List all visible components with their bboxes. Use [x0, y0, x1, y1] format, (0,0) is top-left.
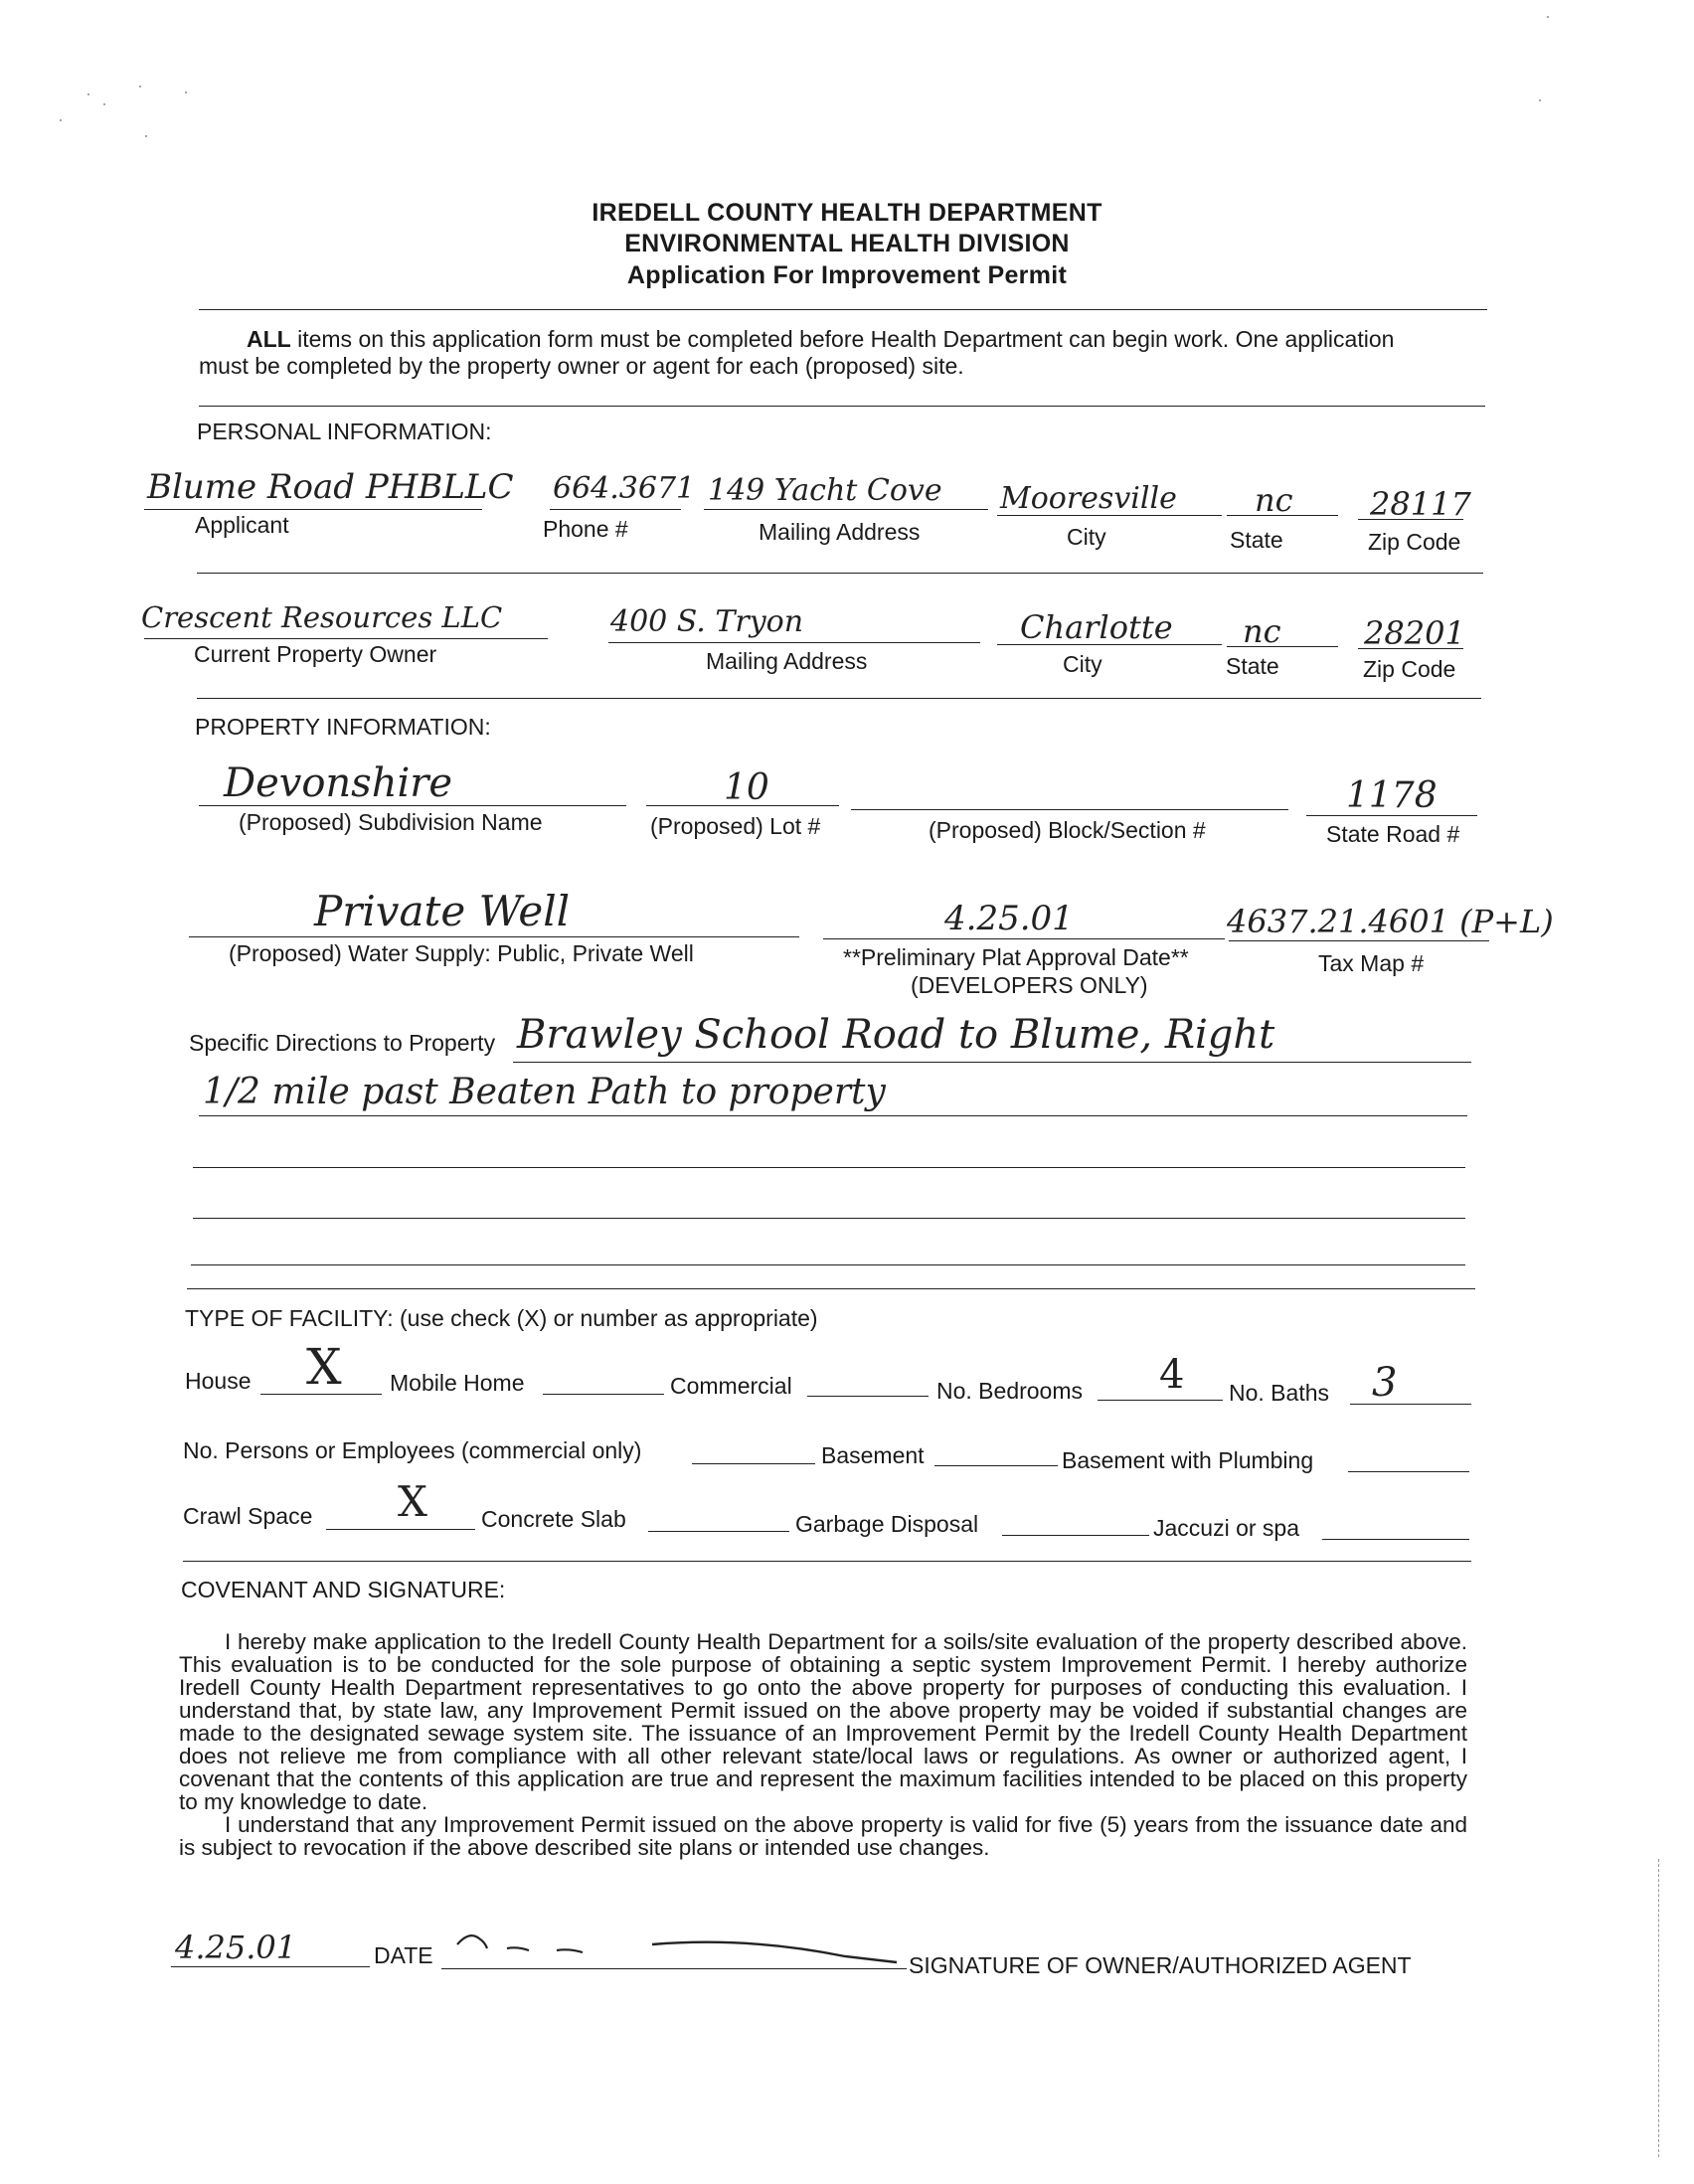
state-label: State	[1230, 527, 1283, 553]
mobile-underline	[543, 1394, 664, 1395]
crawl-mark: X	[398, 1477, 427, 1526]
subdivision-value: Devonshire	[224, 760, 453, 806]
applicant-city: Mooresville	[1000, 481, 1177, 516]
facility-rule	[183, 1561, 1471, 1562]
applicant-underline	[144, 509, 482, 510]
scan-speck	[1539, 99, 1541, 101]
jaccuzi-underline	[1322, 1539, 1469, 1540]
owner-label: Current Property Owner	[194, 641, 437, 667]
intro-bold: ALL	[247, 326, 291, 352]
directions-rule	[187, 1288, 1475, 1289]
signature-label: SIGNATURE OF OWNER/AUTHORIZED AGENT	[909, 1952, 1412, 1978]
owner-state-label: State	[1226, 653, 1279, 679]
signed-date-underline	[171, 1966, 370, 1967]
baths-value: 3	[1372, 1360, 1398, 1406]
basement-plumbing-underline	[1348, 1471, 1469, 1472]
signature-scribble	[447, 1923, 905, 1972]
mailing-underline	[704, 509, 988, 510]
crawl-underline	[326, 1529, 475, 1530]
scan-speck	[1547, 16, 1549, 18]
applicant-address: 149 Yacht Cove	[708, 473, 942, 508]
property-info-heading: PROPERTY INFORMATION:	[195, 714, 491, 740]
scan-speck	[139, 85, 141, 87]
date-label: DATE	[374, 1942, 433, 1968]
directions-underline-4	[193, 1218, 1465, 1219]
road-label: State Road #	[1326, 821, 1460, 847]
block-underline	[851, 809, 1288, 810]
bedrooms-label: No. Bedrooms	[936, 1378, 1084, 1404]
owner-state: nc	[1243, 612, 1281, 650]
water-value: Private Well	[314, 887, 571, 935]
scan-speck	[145, 135, 147, 137]
basement-plumbing-label: Basement with Plumbing	[1062, 1447, 1314, 1473]
intro-rule	[199, 406, 1485, 407]
lot-value: 10	[724, 767, 769, 808]
mailing-label: Mailing Address	[759, 519, 921, 545]
covenant-paragraph-1: I hereby make application to the Iredell County Health Department for a soils/site evaluation of the property described above. This evaluation is to be conducted for the sole purpose of obtaining a septic system Improvement Permit. I hereby authorize Iredell County Health Department representatives to go onto the above property for purposes of conducting this evaluation. I understand that, by state law, any Improvement Permit issued on the above property may be voided if substantial changes are made to the designated sewage system site. The issuance of an Improvement Permit by the Iredell County Health Department does not relieve me from compliance with all other relevant state/local laws or regulations. As owner or authorized agent, I covenant that the contents of this application are true and represent the maximum facilities intended to be placed on this property to my knowledge to date.	[179, 1629, 1467, 1814]
house-label: House	[185, 1368, 252, 1394]
scan-edge-line	[1658, 1859, 1659, 2157]
basement-label: Basement	[821, 1442, 925, 1468]
applicant-rule	[197, 573, 1483, 574]
plat-label: **Preliminary Plat Approval Date**	[843, 944, 1189, 970]
jaccuzi-label: Jaccuzi or spa	[1153, 1515, 1300, 1541]
applicant-name: Blume Road PHBLLC	[147, 467, 514, 507]
phone-label: Phone #	[543, 516, 628, 542]
directions-underline-3	[193, 1167, 1465, 1168]
scan-speck	[87, 93, 89, 95]
owner-mailing-label: Mailing Address	[706, 648, 868, 674]
directions-line-2: 1/2 mile past Beaten Path to property	[203, 1072, 886, 1112]
scan-speck	[185, 91, 187, 93]
subdivision-label: (Proposed) Subdivision Name	[239, 809, 543, 835]
applicant-zip: 28117	[1370, 485, 1471, 523]
bedrooms-underline	[1098, 1400, 1223, 1401]
owner-address: 400 S. Tryon	[610, 604, 804, 639]
division-title: ENVIRONMENTAL HEALTH DIVISION	[624, 230, 1070, 257]
intro-text: items on this application form must be completed before Health Department can begin work. One application	[290, 326, 1395, 352]
directions-line-1: Brawley School Road to Blume, Right	[517, 1012, 1275, 1058]
water-underline	[189, 936, 799, 937]
form-title: Application For Improvement Permit	[626, 261, 1068, 289]
plat-underline	[823, 938, 1225, 939]
taxmap-value: 4637.21.4601 (P+L)	[1227, 903, 1554, 940]
dept-title: IREDELL COUNTY HEALTH DEPARTMENT	[592, 199, 1102, 227]
directions-underline-1	[513, 1062, 1471, 1063]
intro-line-1	[247, 326, 1394, 353]
directions-label: Specific Directions to Property	[189, 1030, 496, 1056]
persons-label: No. Persons or Employees (commercial only)	[183, 1437, 642, 1463]
persons-underline	[692, 1463, 815, 1464]
scan-speck	[60, 119, 62, 121]
owner-name: Crescent Resources LLC	[141, 600, 503, 634]
personal-info-heading: PERSONAL INFORMATION:	[197, 419, 492, 444]
directions-underline-5	[191, 1264, 1465, 1265]
zip-label: Zip Code	[1368, 529, 1461, 555]
applicant-phone: 664.3671	[553, 471, 696, 506]
garbage-label: Garbage Disposal	[795, 1511, 979, 1537]
applicant-label: Applicant	[195, 512, 289, 538]
block-label: (Proposed) Block/Section #	[929, 817, 1206, 843]
taxmap-label: Tax Map #	[1318, 950, 1425, 976]
mobile-label: Mobile Home	[390, 1370, 525, 1396]
header-rule	[199, 309, 1487, 310]
lot-label: (Proposed) Lot #	[650, 813, 821, 839]
directions-underline-2	[199, 1115, 1467, 1116]
slab-label: Concrete Slab	[481, 1506, 626, 1532]
covenant-heading: COVENANT AND SIGNATURE:	[181, 1577, 506, 1602]
city-label: City	[1067, 524, 1106, 550]
owner-mailing-underline	[608, 642, 980, 643]
taxmap-underline	[1229, 940, 1489, 941]
plat-date-value: 4.25.01	[944, 899, 1074, 938]
slab-underline	[648, 1531, 789, 1532]
water-label: (Proposed) Water Supply: Public, Private Well	[229, 940, 694, 966]
owner-city-label: City	[1063, 651, 1102, 677]
plat-note: (DEVELOPERS ONLY)	[911, 972, 1148, 998]
scan-speck	[103, 103, 105, 105]
crawl-label: Crawl Space	[183, 1503, 313, 1529]
phone-underline	[550, 509, 681, 510]
bedrooms-value: 4	[1159, 1352, 1185, 1398]
covenant-paragraph-2: I understand that any Improvement Permit issued on the above property is valid for five (5) years from the issuance date and is subject to revocation if the above described site plans or intended use changes.	[179, 1812, 1467, 1860]
road-value: 1178	[1346, 775, 1438, 816]
owner-underline	[144, 638, 548, 639]
signed-date-value: 4.25.01	[175, 1929, 297, 1966]
owner-zip-label: Zip Code	[1363, 656, 1456, 682]
baths-underline	[1350, 1404, 1471, 1405]
garbage-underline	[1002, 1535, 1149, 1536]
basement-underline	[934, 1465, 1058, 1466]
facility-heading: TYPE OF FACILITY: (use check (X) or number as appropriate)	[185, 1305, 818, 1331]
covenant-text	[179, 1630, 1467, 1859]
baths-label: No. Baths	[1229, 1380, 1329, 1406]
owner-rule	[197, 698, 1481, 699]
owner-city: Charlotte	[1020, 608, 1173, 646]
applicant-state: nc	[1255, 481, 1293, 519]
commercial-underline	[807, 1396, 929, 1397]
commercial-label: Commercial	[670, 1373, 792, 1399]
house-mark: X	[306, 1338, 342, 1396]
owner-zip: 28201	[1364, 614, 1465, 652]
intro-line-2: must be completed by the property owner or agent for each (proposed) site.	[199, 353, 964, 379]
